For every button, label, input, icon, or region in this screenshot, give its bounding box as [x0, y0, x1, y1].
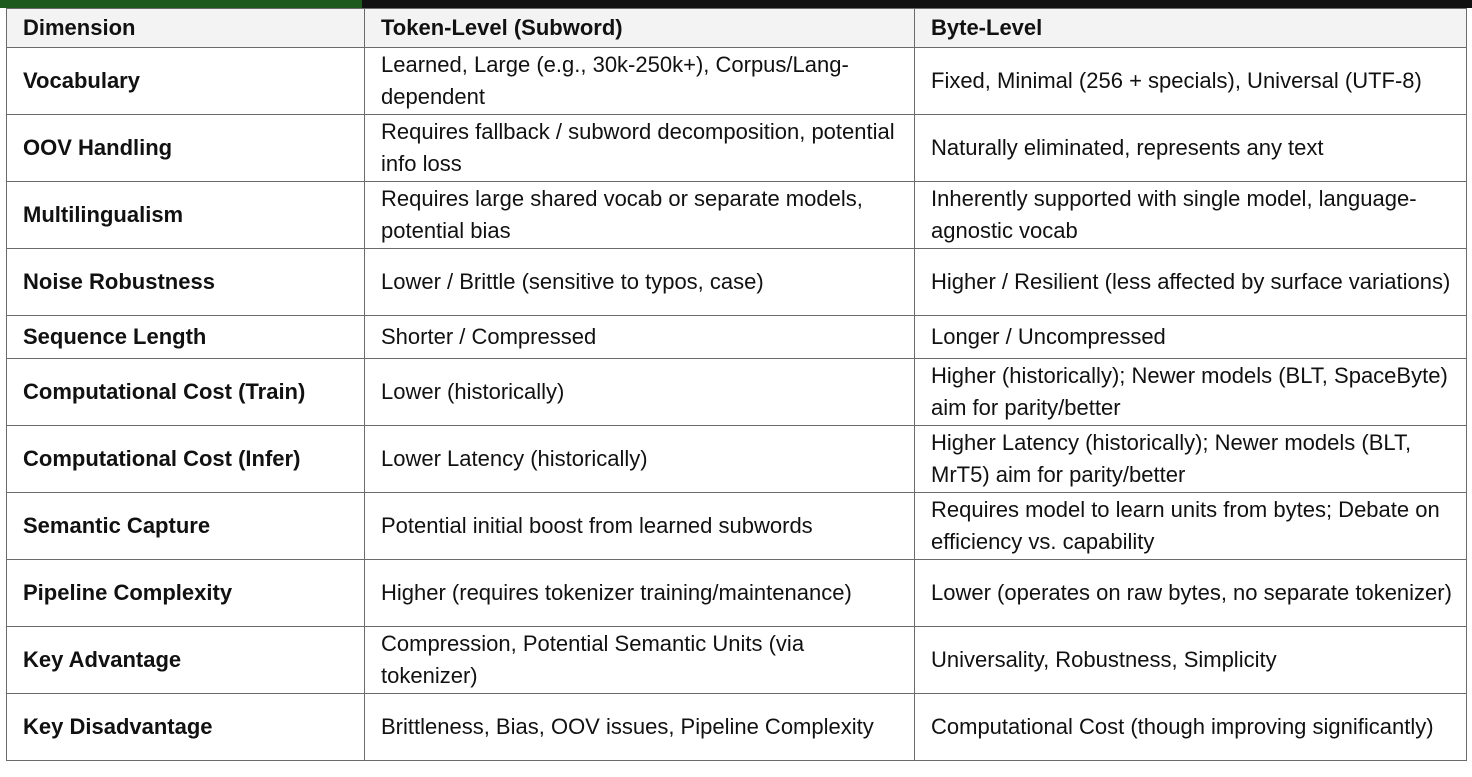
table-row [7, 48, 1467, 115]
table-row [7, 627, 1467, 694]
byte-level-cell: Naturally eliminated, represents any text [915, 115, 1467, 182]
header-byte-level: Byte-Level [915, 9, 1467, 48]
top-bar-accent [0, 0, 362, 8]
dimension-cell: Noise Robustness [7, 249, 365, 316]
table-row [7, 115, 1467, 182]
top-bar [0, 0, 1472, 8]
table-header [7, 9, 1467, 48]
token-level-cell: Lower Latency (historically) [365, 426, 915, 493]
comparison-table [6, 8, 1467, 761]
table-row [7, 426, 1467, 493]
comparison-table-container [6, 8, 1466, 761]
header-dimension: Dimension [7, 9, 365, 48]
table-row [7, 560, 1467, 627]
header-token-level: Token-Level (Subword) [365, 9, 915, 48]
byte-level-cell: Inherently supported with single model, language-agnostic vocab [915, 182, 1467, 249]
token-level-cell: Lower (historically) [365, 359, 915, 426]
token-level-cell: Shorter / Compressed [365, 316, 915, 359]
table-row [7, 316, 1467, 359]
table-row [7, 694, 1467, 761]
token-level-cell: Higher (requires tokenizer training/maintenance) [365, 560, 915, 627]
table-row [7, 359, 1467, 426]
token-level-cell: Brittleness, Bias, OOV issues, Pipeline Complexity [365, 694, 915, 761]
byte-level-cell: Computational Cost (though improving significantly) [915, 694, 1467, 761]
byte-level-cell: Universality, Robustness, Simplicity [915, 627, 1467, 694]
table-body [7, 48, 1467, 761]
dimension-cell: OOV Handling [7, 115, 365, 182]
byte-level-cell: Lower (operates on raw bytes, no separate tokenizer) [915, 560, 1467, 627]
dimension-cell: Semantic Capture [7, 493, 365, 560]
byte-level-cell: Higher / Resilient (less affected by surface variations) [915, 249, 1467, 316]
token-level-cell: Lower / Brittle (sensitive to typos, case) [365, 249, 915, 316]
header-row [7, 9, 1467, 48]
byte-level-cell: Higher (historically); Newer models (BLT, SpaceByte) aim for parity/better [915, 359, 1467, 426]
dimension-cell: Key Disadvantage [7, 694, 365, 761]
dimension-cell: Pipeline Complexity [7, 560, 365, 627]
byte-level-cell: Longer / Uncompressed [915, 316, 1467, 359]
table-row [7, 249, 1467, 316]
byte-level-cell: Fixed, Minimal (256 + specials), Universal (UTF-8) [915, 48, 1467, 115]
dimension-cell: Sequence Length [7, 316, 365, 359]
dimension-cell: Computational Cost (Infer) [7, 426, 365, 493]
dimension-cell: Vocabulary [7, 48, 365, 115]
table-row [7, 493, 1467, 560]
byte-level-cell: Requires model to learn units from bytes; Debate on efficiency vs. capability [915, 493, 1467, 560]
token-level-cell: Requires large shared vocab or separate models, potential bias [365, 182, 915, 249]
token-level-cell: Learned, Large (e.g., 30k-250k+), Corpus/Lang-dependent [365, 48, 915, 115]
token-level-cell: Compression, Potential Semantic Units (via tokenizer) [365, 627, 915, 694]
byte-level-cell: Higher Latency (historically); Newer models (BLT, MrT5) aim for parity/better [915, 426, 1467, 493]
dimension-cell: Multilingualism [7, 182, 365, 249]
table-row [7, 182, 1467, 249]
dimension-cell: Key Advantage [7, 627, 365, 694]
token-level-cell: Potential initial boost from learned subwords [365, 493, 915, 560]
dimension-cell: Computational Cost (Train) [7, 359, 365, 426]
token-level-cell: Requires fallback / subword decomposition, potential info loss [365, 115, 915, 182]
